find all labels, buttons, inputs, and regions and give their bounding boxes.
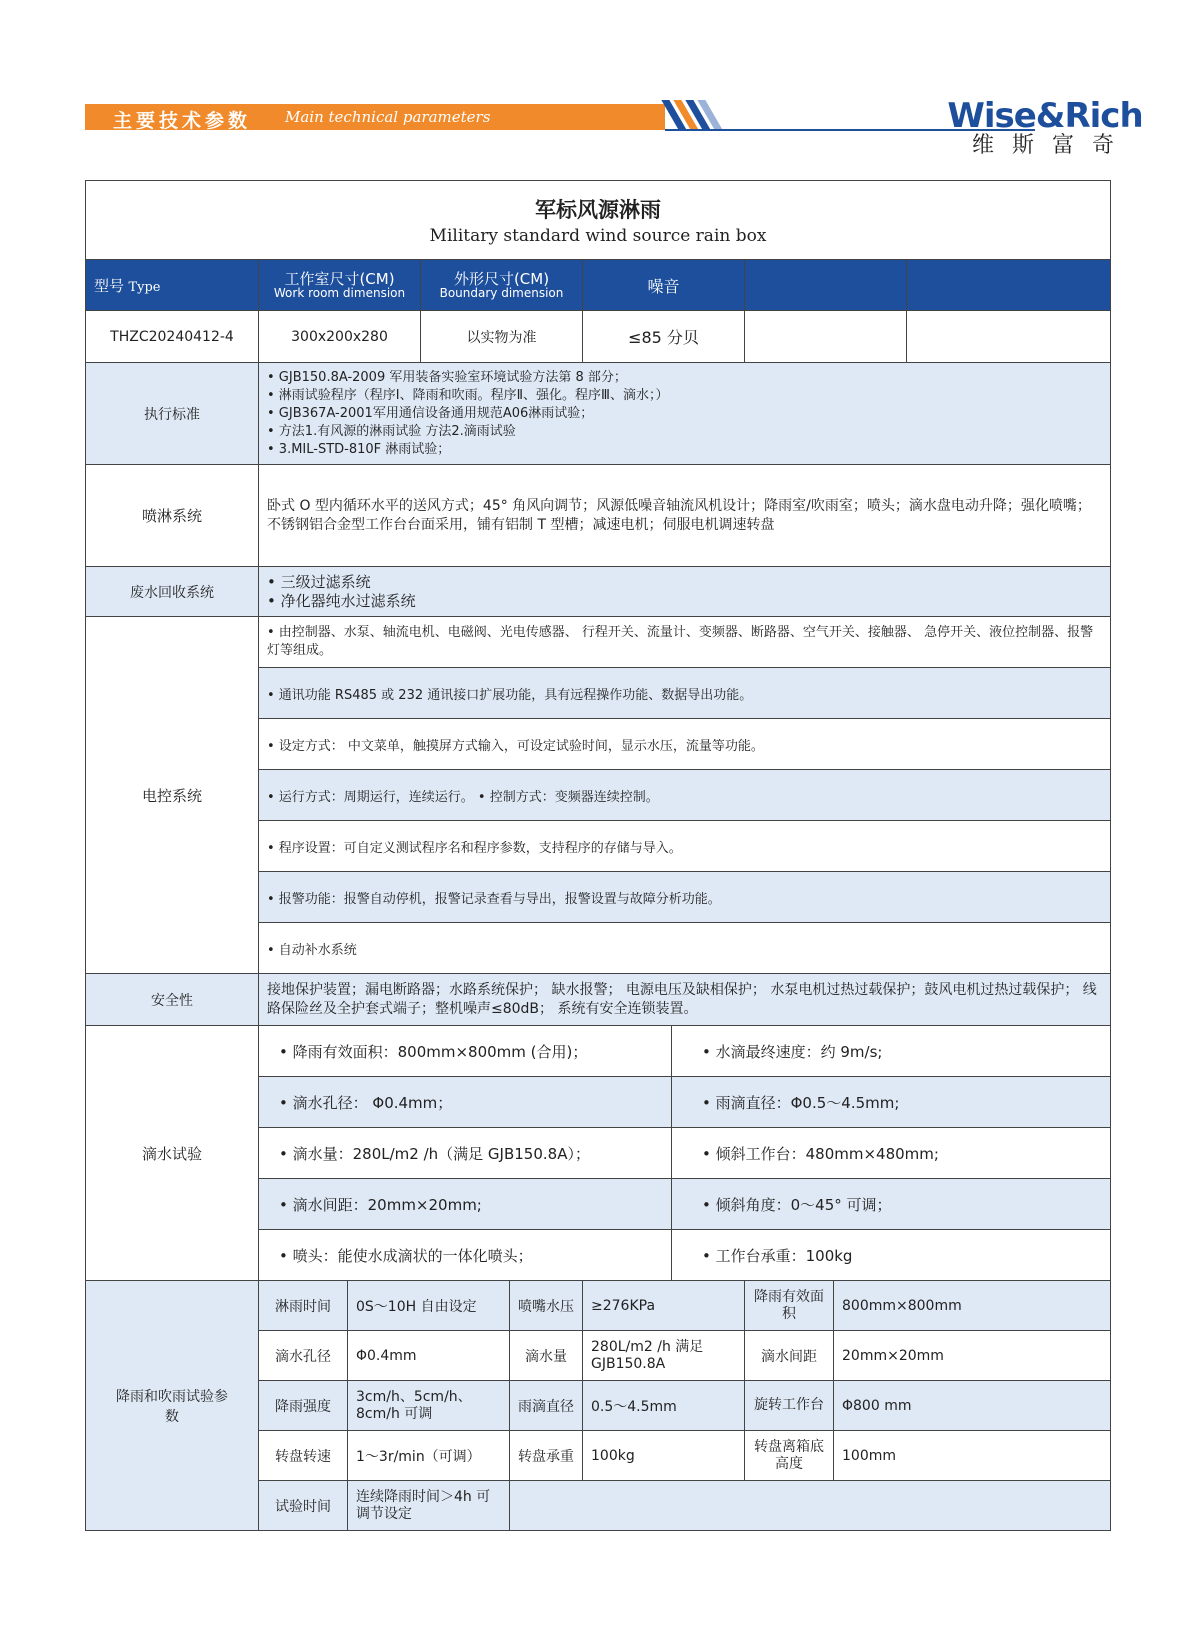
rain-param-value: 20mm×20mm (834, 1331, 1111, 1381)
drip-item: • 滴水量：280L/m2 /h（满足 GJB150.8A）； (259, 1128, 672, 1179)
standard-item: • GJB367A-2001军用通信设备通用规范A06淋雨试验； (267, 405, 594, 421)
rain-param-value: 280L/m2 /h 满足 GJB150.8A (583, 1331, 745, 1381)
rain-param-value: 0S～10H 自由设定 (348, 1281, 510, 1331)
col-type-en: Type (128, 279, 161, 295)
outer-size-value: 以实物为准 (421, 311, 583, 363)
drip-item: • 滴水间距：20mm×20mm; (259, 1179, 672, 1230)
electric-row (86, 617, 1111, 668)
rain-param-label: 喷嘴水压 (510, 1281, 583, 1331)
standard-item: • 方法1.有风源的淋雨试验 方法2.滴雨试验 (267, 423, 516, 439)
col-work (259, 260, 421, 311)
col-outer-cn: 外形尺寸(CM) (453, 269, 550, 288)
column-header-row (86, 260, 1111, 311)
col-noise: 噪音 (583, 260, 745, 311)
product-title-en: Military standard wind source rain box (429, 226, 767, 246)
safety-label: 安全性 (86, 974, 259, 1026)
waste-item: • 净化器纯水过滤系统 (267, 591, 416, 610)
rain-param-label: 转盘转速 (259, 1431, 348, 1481)
standards-list (259, 363, 1111, 465)
spray-text: 卧式 O 型内循环水平的送风方式；45° 角风向调节；风源低噪音轴流风机设计；降雨室/吹雨室；喷头；滴水盘电动升降；强化喷嘴；不锈钢铝合金型工作台台面采用，铺有铝制 T 型槽；减速电机；伺服电机调速转盘 (259, 465, 1111, 567)
drip-item: • 降雨有效面积：800mm×800mm (合用)； (259, 1026, 672, 1077)
rain-param-label: 降雨强度 (259, 1381, 348, 1431)
logo-en: Wise&Rich (947, 96, 1143, 136)
empty-cell (907, 311, 1111, 363)
rain-param-label: 转盘离箱底高度 (745, 1431, 834, 1481)
empty-cell (745, 311, 907, 363)
electric-item: • 程序设置：可自定义测试程序名和程序参数，支持程序的存储与导入。 (259, 821, 1111, 872)
waste-list (259, 567, 1111, 617)
waste-row (86, 567, 1111, 617)
rain-param-label: 旋转工作台 (745, 1381, 834, 1431)
rain-param-value: 1～3r/min（可调） (348, 1431, 510, 1481)
rain-param-label: 降雨有效面积 (745, 1281, 834, 1331)
page-header (85, 98, 1150, 158)
rain-row (86, 1281, 1111, 1331)
rain-param-value: Φ0.4mm (348, 1331, 510, 1381)
model-row (86, 311, 1111, 363)
spray-label: 喷淋系统 (86, 465, 259, 567)
waste-item: • 三级过滤系统 (267, 572, 371, 591)
product-title-cn: 军标风源淋雨 (535, 198, 661, 222)
electric-item: • 报警功能：报警自动停机，报警记录查看与导出，报警设置与故障分析功能。 (259, 872, 1111, 923)
drip-item: • 滴水孔径： Φ0.4mm； (259, 1077, 672, 1128)
drip-item: • 工作台承重：100kg (672, 1230, 1111, 1281)
waste-label: 废水回收系统 (86, 567, 259, 617)
spec-table (85, 180, 1111, 1531)
spray-row (86, 465, 1111, 567)
rain-label: 降雨和吹雨试验参数 (86, 1281, 259, 1531)
col-empty (907, 260, 1111, 311)
col-type (86, 260, 259, 311)
standard-item: • 3.MIL-STD-810F 淋雨试验； (267, 441, 451, 457)
logo-cn: 维斯富奇 (971, 133, 1132, 158)
safety-text: 接地保护装置；漏电断路器；水路系统保护； 缺水报警； 电源电压及缺相保护； 水泵电机过热过载保护；鼓风电机过热过载保护； 线路保险丝及全护套式端子；整机噪声≤80dB； 系统有安全连锁装置。 (259, 974, 1111, 1026)
model-value: THZC20240412-4 (86, 311, 259, 363)
drip-item: • 水滴最终速度：约 9m/s; (672, 1026, 1111, 1077)
rain-param-label: 滴水孔径 (259, 1331, 348, 1381)
electric-item: • 通讯功能 RS485 或 232 通讯接口扩展功能，具有远程操作功能、数据导出功能。 (259, 668, 1111, 719)
electric-label: 电控系统 (86, 617, 259, 974)
rain-param-value: 100kg (583, 1431, 745, 1481)
rain-param-label: 滴水间距 (745, 1331, 834, 1381)
rain-param-value: 连续降雨时间＞4h 可调节设定 (348, 1481, 510, 1531)
electric-item: • 设定方式： 中文菜单，触摸屏方式输入，可设定试验时间，显示水压，流量等功能。 (259, 719, 1111, 770)
drip-item: • 倾斜角度：0～45° 可调； (672, 1179, 1111, 1230)
electric-item: • 自动补水系统 (259, 923, 1111, 974)
col-type-cn: 型号 (94, 276, 125, 295)
rain-param-label: 滴水量 (510, 1331, 583, 1381)
col-outer (421, 260, 583, 311)
col-empty (745, 260, 907, 311)
drip-row (86, 1026, 1111, 1077)
company-logo (940, 98, 1150, 158)
safety-row (86, 974, 1111, 1026)
rain-param-label: 转盘承重 (510, 1431, 583, 1481)
standards-row (86, 363, 1111, 465)
banner-title-en: Main technical parameters (285, 108, 491, 126)
section-banner (85, 104, 665, 130)
col-work-en: Work room dimension (273, 285, 406, 300)
product-title (86, 181, 1111, 260)
col-work-cn: 工作室尺寸(CM) (284, 269, 395, 288)
rain-param-value: 0.5～4.5mm (583, 1381, 745, 1431)
drip-item: • 倾斜工作台：480mm×480mm; (672, 1128, 1111, 1179)
rain-param-value: 100mm (834, 1431, 1111, 1481)
rain-param-value: ≥276KPa (583, 1281, 745, 1331)
drip-item: • 喷头：能使水成滴状的一体化喷头； (259, 1230, 672, 1281)
rain-param-label: 淋雨时间 (259, 1281, 348, 1331)
standard-item: • GJB150.8A-2009 军用装备实验室环境试验方法第 8 部分； (267, 369, 627, 385)
drip-label: 滴水试验 (86, 1026, 259, 1281)
work-size-value: 300x200x280 (259, 311, 421, 363)
electric-item: • 由控制器、水泵、轴流电机、电磁阀、光电传感器、 行程开关、流量计、变频器、断路器、空气开关、接触器、 急停开关、液位控制器、报警灯等组成。 (259, 617, 1111, 668)
electric-item: • 运行方式：周期运行，连续运行。 • 控制方式：变频器连续控制。 (259, 770, 1111, 821)
empty-cell (510, 1481, 1111, 1531)
col-outer-en: Boundary dimension (439, 285, 564, 300)
rain-param-value: Φ800 mm (834, 1381, 1111, 1431)
rain-param-value: 800mm×800mm (834, 1281, 1111, 1331)
rain-param-label: 雨滴直径 (510, 1381, 583, 1431)
rain-param-value: 3cm/h、5cm/h、8cm/h 可调 (348, 1381, 510, 1431)
banner-title-cn: 主要技术参数 (113, 110, 252, 132)
noise-value: ≤85 分贝 (583, 311, 745, 363)
standard-item: • 淋雨试验程序（程序Ⅰ、降雨和吹雨。程序Ⅱ、强化。程序Ⅲ、滴水；） (267, 387, 669, 403)
drip-item: • 雨滴直径：Φ0.5～4.5mm; (672, 1077, 1111, 1128)
rain-param-label: 试验时间 (259, 1481, 348, 1531)
standards-label: 执行标准 (86, 363, 259, 465)
